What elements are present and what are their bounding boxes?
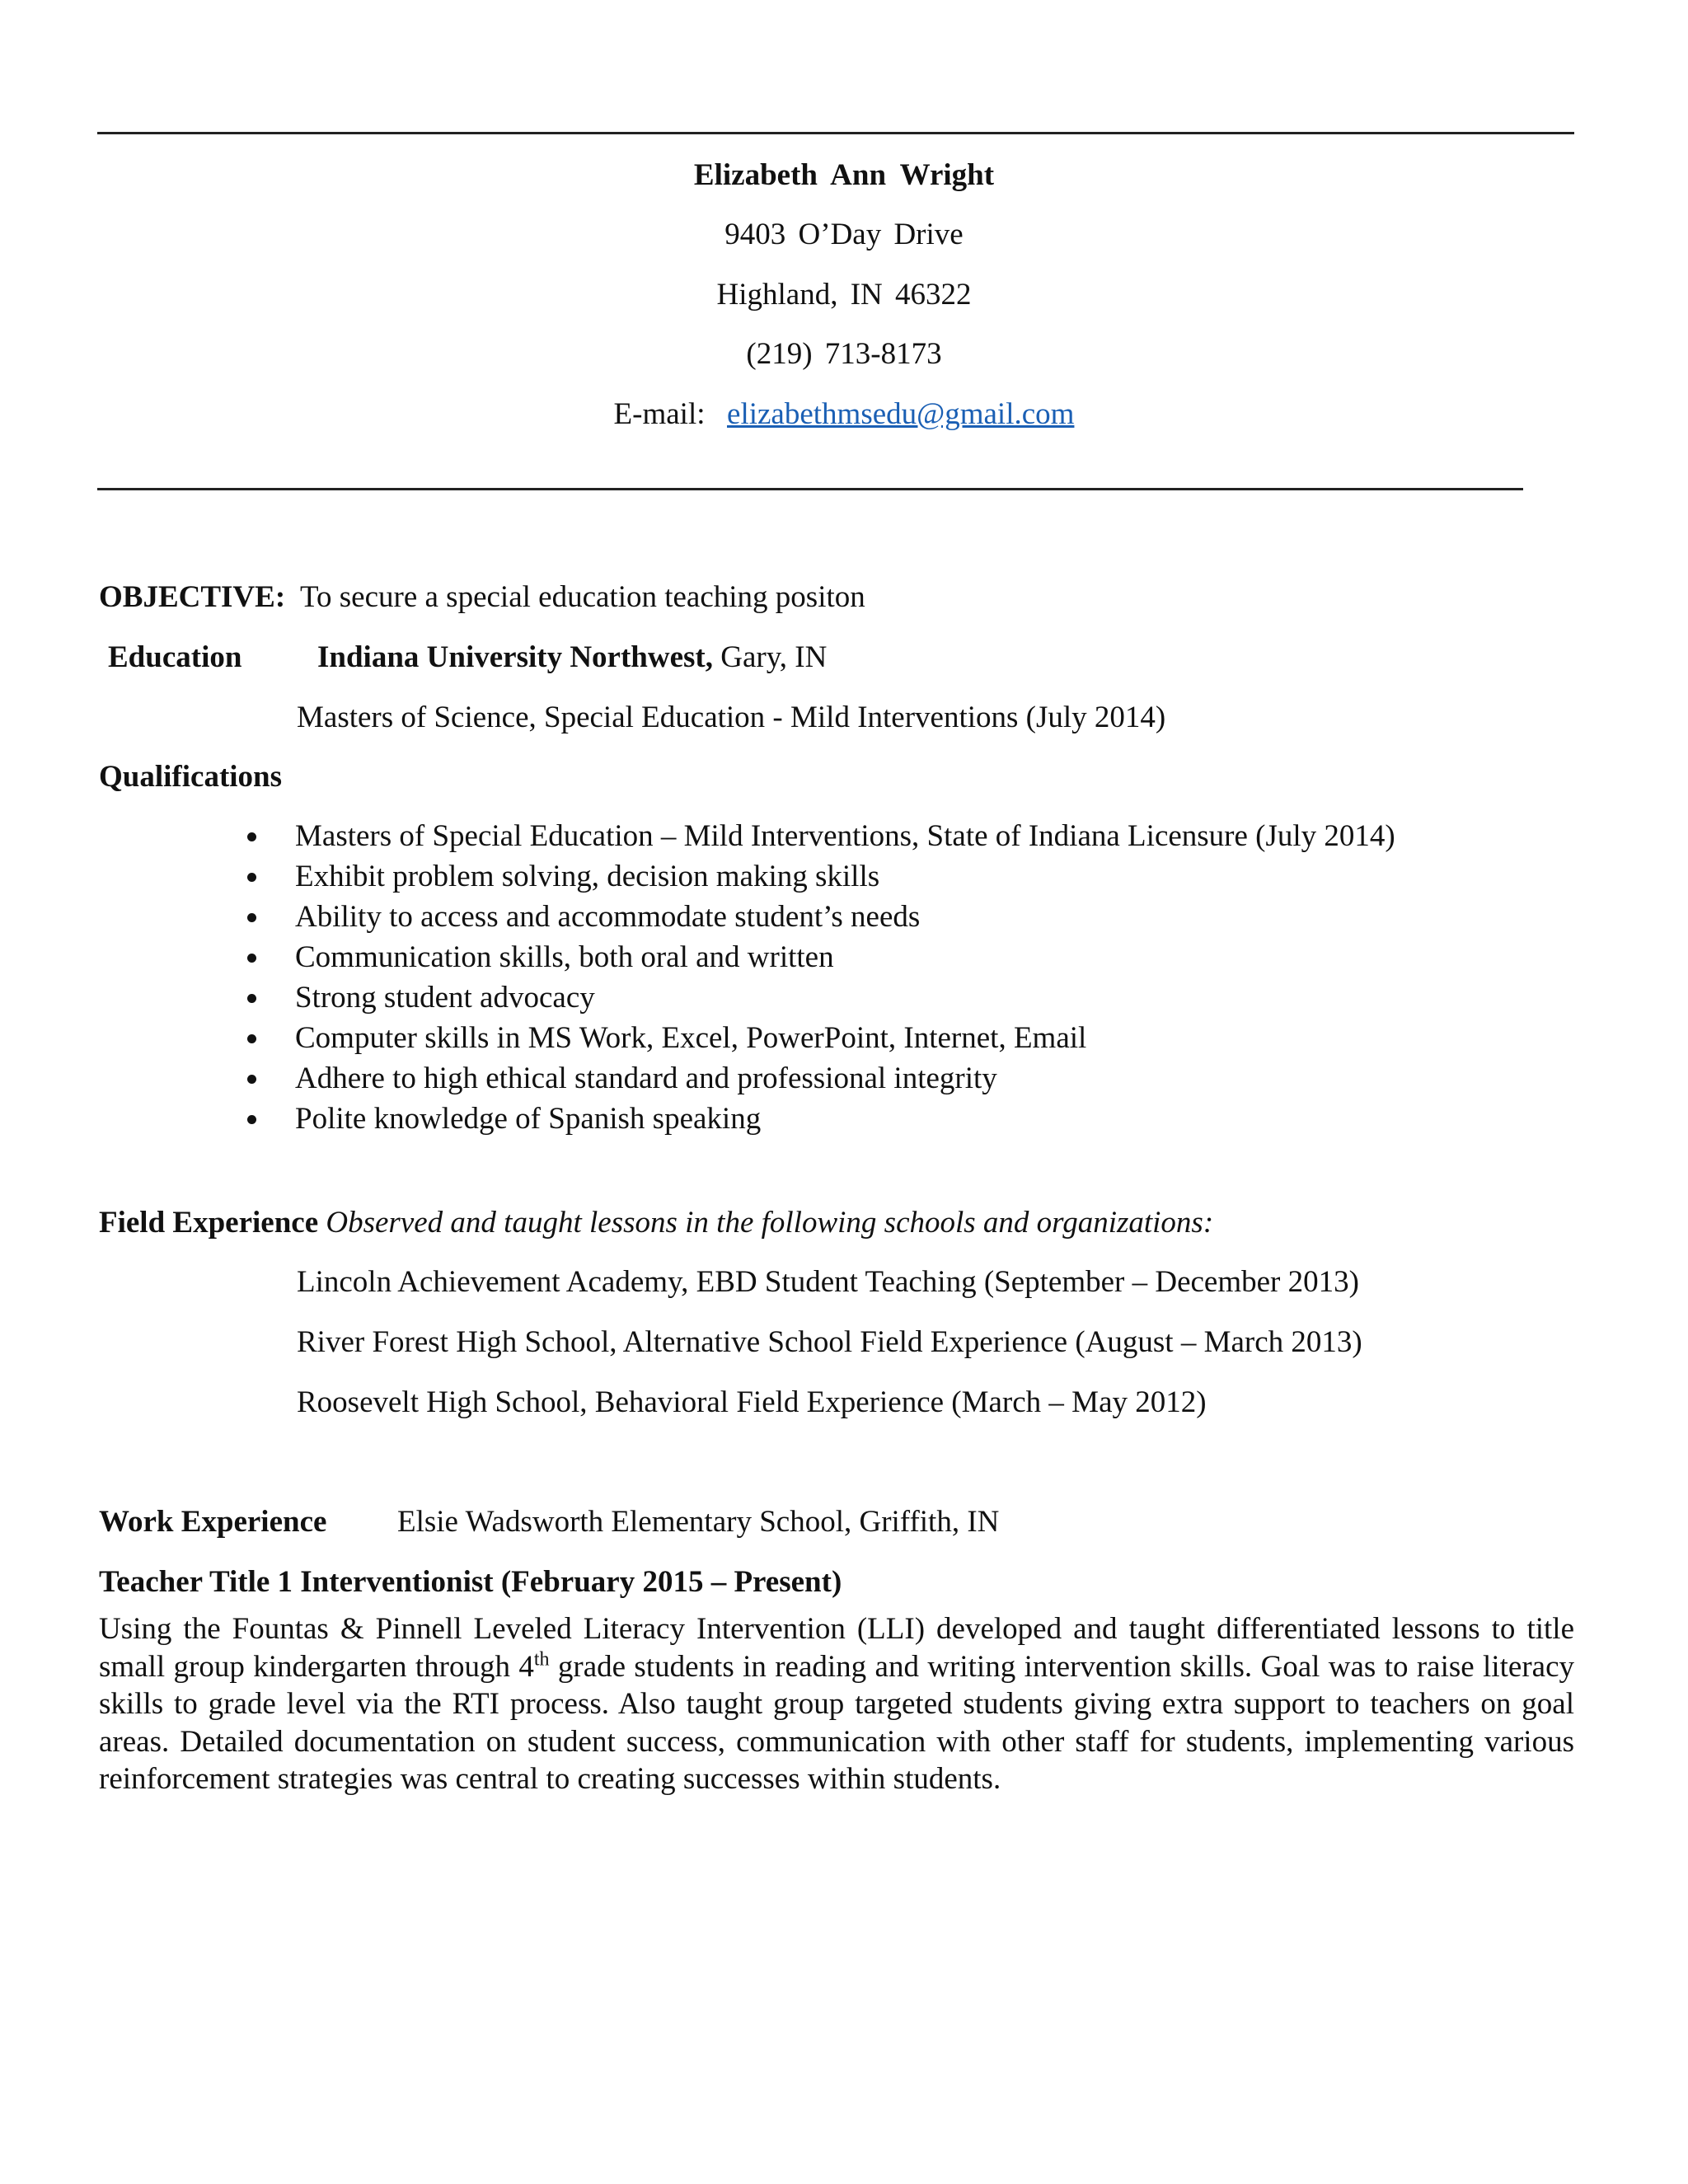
phone-number: (219) 713-8173 — [746, 337, 942, 371]
education-school-line — [317, 642, 827, 673]
work-experience-employer: Elsie Wadsworth Elementary School, Griffith, IN — [397, 1505, 1000, 1539]
list-item: Masters of Special Education – Mild Interventions, State of Indiana Licensure (July 2014) — [97, 816, 1395, 856]
job-description: Using the Fountas & Pinnell Leveled Literacy Intervention (LLI) developed and taught differentiated lessons to title small group kindergarten through 4th grade students in reading and writing intervention skills. Goal was to raise literacy skills to grade level via the RTI process. Also taught group targeted students giving extra support to teachers on goal areas. Detailed documentation on student success, communication with other staff for students, implementing various reinforcement strategies was central to creating successes within students. — [99, 1612, 1574, 1796]
job-title: Teacher Title 1 Interventionist (February 2015 – Present) — [99, 1565, 842, 1599]
bullet-icon — [247, 873, 256, 882]
email-line — [0, 399, 1688, 429]
street-address: 9403 O’Day Drive — [724, 218, 964, 251]
field-experience-item: Lincoln Achievement Academy, EBD Student Teaching (September – December 2013) — [297, 1265, 1359, 1299]
email-label: E-mail: — [613, 397, 706, 431]
field-experience-line — [99, 1207, 1213, 1238]
objective-label: OBJECTIVE: — [99, 580, 286, 614]
bullet-icon — [247, 1075, 256, 1084]
bullet-icon — [247, 913, 256, 922]
bullet-icon — [247, 994, 256, 1003]
list-item: Computer skills in MS Work, Excel, PowerPoint, Internet, Email — [97, 1018, 1395, 1058]
objective-line — [99, 582, 865, 612]
candidate-name: Elizabeth Ann Wright — [693, 158, 995, 192]
objective-text: To secure a special education teaching positon — [300, 580, 865, 614]
list-item: Exhibit problem solving, decision making skills — [97, 856, 1395, 897]
list-item: Communication skills, both oral and written — [97, 937, 1395, 977]
bullet-icon — [247, 1115, 256, 1124]
field-experience-item: River Forest High School, Alternative School Field Experience (August – March 2013) — [297, 1325, 1362, 1359]
education-school: Indiana University Northwest, — [317, 640, 713, 674]
bullet-icon — [247, 832, 256, 841]
header-top-rule — [97, 132, 1574, 134]
field-experience-intro: Observed and taught lessons in the following schools and organizations: — [326, 1206, 1214, 1240]
list-item: Ability to access and accommodate student’s needs — [97, 897, 1395, 937]
qualifications-list — [97, 816, 1395, 1139]
field-experience-item: Roosevelt High School, Behavioral Field Experience (March – May 2012) — [297, 1385, 1207, 1419]
work-experience-label: Work Experience — [99, 1505, 327, 1539]
bullet-icon — [247, 1034, 256, 1043]
list-item: Polite knowledge of Spanish speaking — [97, 1099, 1395, 1139]
city-state-zip: Highland, IN 46322 — [716, 278, 972, 312]
list-item: Strong student advocacy — [97, 977, 1395, 1018]
qualifications-label: Qualifications — [99, 760, 283, 794]
header-bottom-rule — [97, 488, 1523, 490]
education-label: Education — [108, 640, 242, 674]
education-degree: Masters of Science, Special Education - Mild Interventions (July 2014) — [297, 701, 1166, 734]
bullet-icon — [247, 954, 256, 963]
field-experience-label: Field Experience — [99, 1206, 319, 1240]
education-location: Gary, IN — [720, 640, 828, 674]
email-link[interactable]: elizabethmsedu@gmail.com — [727, 397, 1075, 431]
list-item: Adhere to high ethical standard and professional integrity — [97, 1058, 1395, 1099]
